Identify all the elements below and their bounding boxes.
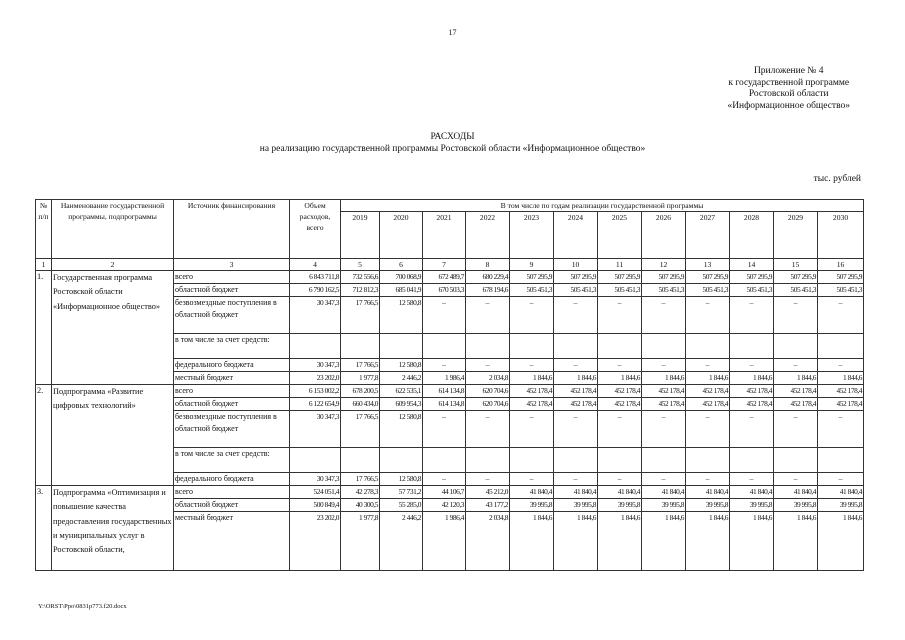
year-amount: 452 178,4 [730, 385, 774, 398]
header-column-number: 7 [423, 259, 466, 271]
year-amount: 507 295,9 [510, 271, 554, 284]
funding-source: областной бюджет [174, 284, 290, 297]
header-no: № п/п [36, 200, 52, 259]
year-amount: – [774, 411, 818, 448]
year-amount: 685 041,9 [380, 284, 423, 297]
header-year: 2027 [686, 212, 730, 259]
year-amount: – [598, 297, 642, 334]
year-amount: 12 580,8 [380, 411, 423, 448]
year-amount: 1 844,6 [774, 372, 818, 385]
year-amount: – [510, 473, 554, 486]
year-amount: – [774, 297, 818, 334]
year-amount: 505 451,3 [642, 284, 686, 297]
year-amount: 39 995,8 [730, 499, 774, 512]
funding-source: безвозмездные поступления в областной бюджет [174, 297, 290, 334]
year-amount: 452 178,4 [818, 398, 864, 411]
year-amount [774, 448, 818, 473]
year-amount [341, 448, 380, 473]
funding-source: всего [174, 486, 290, 499]
year-amount: 17 766,5 [341, 359, 380, 372]
year-amount: – [466, 411, 510, 448]
header-year: 2023 [510, 212, 554, 259]
year-amount: 452 178,4 [642, 398, 686, 411]
file-path-footer: Y:\ORST\Ppo\0831p773.f20.docx [38, 603, 127, 610]
header-column-number: 4 [290, 259, 341, 271]
funding-source: местный бюджет [174, 372, 290, 385]
year-amount: – [423, 473, 466, 486]
table-row [36, 271, 864, 284]
year-amount [510, 448, 554, 473]
total-amount: 30 347,3 [290, 297, 341, 334]
year-amount [818, 334, 864, 359]
year-amount: – [510, 411, 554, 448]
header-year: 2028 [730, 212, 774, 259]
header-year: 2021 [423, 212, 466, 259]
total-amount: 30 347,3 [290, 411, 341, 448]
year-amount: – [554, 359, 598, 372]
header-column-number: 12 [642, 259, 686, 271]
program-number: 2. [36, 385, 52, 486]
year-amount [730, 334, 774, 359]
year-amount: 620 704,6 [466, 398, 510, 411]
year-amount [818, 448, 864, 473]
year-amount: 507 295,9 [686, 271, 730, 284]
year-amount: 712 812,3 [341, 284, 380, 297]
year-amount: 505 451,3 [818, 284, 864, 297]
year-amount: – [466, 359, 510, 372]
year-amount: 1 844,6 [510, 512, 554, 571]
funding-source: местный бюджет [174, 512, 290, 571]
total-amount: 30 347,3 [290, 473, 341, 486]
year-amount: 507 295,9 [598, 271, 642, 284]
year-amount: 700 068,9 [380, 271, 423, 284]
year-amount [341, 334, 380, 359]
year-amount [598, 334, 642, 359]
year-amount: – [423, 359, 466, 372]
year-amount: 452 178,4 [510, 385, 554, 398]
document-title [0, 131, 905, 155]
units-label: тыс. рублей [813, 174, 861, 184]
year-amount: 1 844,6 [598, 372, 642, 385]
year-amount: 2 034,8 [466, 372, 510, 385]
program-name: Подпрограмма «Развитие цифровых технологий» [52, 385, 174, 486]
year-amount [423, 448, 466, 473]
funding-source: областной бюджет [174, 398, 290, 411]
year-amount: – [730, 297, 774, 334]
year-amount: 17 766,5 [341, 411, 380, 448]
total-amount: 6 122 654,9 [290, 398, 341, 411]
year-amount: 41 840,4 [730, 486, 774, 499]
header-column-number: 15 [774, 259, 818, 271]
expenditure-table [35, 199, 864, 571]
year-amount: 39 995,8 [818, 499, 864, 512]
year-amount [642, 334, 686, 359]
year-amount: 17 766,5 [341, 473, 380, 486]
appendix-line-4: «Информационное общество» [727, 100, 850, 111]
header-column-number: 3 [174, 259, 290, 271]
year-amount [730, 448, 774, 473]
year-amount: 507 295,9 [730, 271, 774, 284]
total-amount [290, 334, 341, 359]
year-amount: – [730, 411, 774, 448]
year-amount [686, 334, 730, 359]
funding-source: безвозмездные поступления в областной бюджет [174, 411, 290, 448]
year-amount: 678 194,6 [466, 284, 510, 297]
year-amount: 620 704,6 [466, 385, 510, 398]
total-amount: 23 202,0 [290, 372, 341, 385]
year-amount: 45 212,0 [466, 486, 510, 499]
year-amount: – [554, 473, 598, 486]
year-amount [423, 334, 466, 359]
year-amount: – [466, 473, 510, 486]
year-amount: – [598, 359, 642, 372]
year-amount: 1 986,4 [423, 372, 466, 385]
funding-source: всего [174, 271, 290, 284]
total-amount: 23 202,0 [290, 512, 341, 571]
header-column-number: 10 [554, 259, 598, 271]
funding-source: областной бюджет [174, 499, 290, 512]
year-amount: 2 034,8 [466, 512, 510, 571]
table-row [36, 486, 864, 499]
year-amount: 452 178,4 [774, 398, 818, 411]
year-amount: 1 844,6 [510, 372, 554, 385]
header-column-number: 9 [510, 259, 554, 271]
year-amount: 39 995,8 [598, 499, 642, 512]
year-amount: – [598, 411, 642, 448]
header-column-number: 5 [341, 259, 380, 271]
year-amount: 452 178,4 [818, 385, 864, 398]
year-amount: 44 106,7 [423, 486, 466, 499]
total-amount: 524 051,4 [290, 486, 341, 499]
program-number: 3. [36, 486, 52, 571]
appendix-note [727, 66, 850, 112]
header-year: 2026 [642, 212, 686, 259]
header-year: 2025 [598, 212, 642, 259]
total-amount: 30 347,3 [290, 359, 341, 372]
total-amount: 6 790 162,5 [290, 284, 341, 297]
funding-source: федерального бюджета [174, 359, 290, 372]
header-column-number: 11 [598, 259, 642, 271]
header-year: 2020 [380, 212, 423, 259]
year-amount [466, 334, 510, 359]
header-year: 2030 [818, 212, 864, 259]
year-amount [686, 448, 730, 473]
year-amount: 452 178,4 [730, 398, 774, 411]
year-amount: 12 580,8 [380, 359, 423, 372]
year-amount: 732 556,6 [341, 271, 380, 284]
year-amount: 505 451,3 [774, 284, 818, 297]
year-amount: – [686, 411, 730, 448]
year-amount: 1 844,6 [774, 512, 818, 571]
year-amount: 505 451,3 [510, 284, 554, 297]
year-amount: 614 134,8 [423, 385, 466, 398]
year-amount: 1 844,6 [686, 512, 730, 571]
year-amount: 41 840,4 [510, 486, 554, 499]
year-amount: – [423, 411, 466, 448]
year-amount: 452 178,4 [686, 385, 730, 398]
program-name: Государственная программа Ростовской области «Информационное общество» [52, 271, 174, 385]
header-volume: Объем расходов, всего [290, 200, 341, 259]
year-amount: 41 840,4 [774, 486, 818, 499]
year-amount: 17 766,5 [341, 297, 380, 334]
year-amount: 670 503,3 [423, 284, 466, 297]
year-amount: – [466, 297, 510, 334]
total-amount: 6 843 711,8 [290, 271, 341, 284]
header-column-number: 16 [818, 259, 864, 271]
year-amount: – [774, 473, 818, 486]
header-year: 2024 [554, 212, 598, 259]
year-amount: 2 446,2 [380, 512, 423, 571]
year-amount: – [642, 359, 686, 372]
year-amount: 12 580,8 [380, 297, 423, 334]
year-amount: 507 295,9 [818, 271, 864, 284]
header-column-number: 14 [730, 259, 774, 271]
year-amount [510, 334, 554, 359]
year-amount: 609 954,3 [380, 398, 423, 411]
year-amount: 41 840,4 [554, 486, 598, 499]
year-amount: 452 178,4 [774, 385, 818, 398]
page-number: 17 [448, 28, 457, 37]
year-amount: – [818, 359, 864, 372]
year-amount: 1 844,6 [554, 512, 598, 571]
year-amount: – [642, 411, 686, 448]
year-amount: – [642, 297, 686, 334]
year-amount: – [598, 473, 642, 486]
header-years-caption: В том числе по годам реализации государственной программы [341, 200, 864, 212]
year-amount: 42 120,3 [423, 499, 466, 512]
header-source: Источник финансирования [174, 200, 290, 259]
year-amount: – [642, 473, 686, 486]
header-year: 2022 [466, 212, 510, 259]
year-amount [774, 334, 818, 359]
year-amount: 39 995,8 [554, 499, 598, 512]
year-amount: – [510, 297, 554, 334]
header-column-number: 1 [36, 259, 52, 271]
year-amount [466, 448, 510, 473]
year-amount: – [730, 473, 774, 486]
year-amount: 40 300,5 [341, 499, 380, 512]
header-column-number: 6 [380, 259, 423, 271]
year-amount: – [686, 297, 730, 334]
year-amount: – [510, 359, 554, 372]
year-amount: 505 451,3 [686, 284, 730, 297]
year-amount: – [554, 297, 598, 334]
year-amount: 41 840,4 [686, 486, 730, 499]
year-amount: 1 977,8 [341, 372, 380, 385]
year-amount: – [818, 473, 864, 486]
funding-source: в том числе за счет средств: [174, 334, 290, 359]
year-amount: 660 434,0 [341, 398, 380, 411]
year-amount: 39 995,8 [774, 499, 818, 512]
year-amount: – [730, 359, 774, 372]
year-amount: 614 134,8 [423, 398, 466, 411]
funding-source: федерального бюджета [174, 473, 290, 486]
year-amount [642, 448, 686, 473]
year-amount: 43 177,2 [466, 499, 510, 512]
year-amount: 1 844,6 [730, 372, 774, 385]
header-name: Наименование государственной программы, подпрограммы [52, 200, 174, 259]
year-amount: 1 844,6 [642, 372, 686, 385]
program-name: Подпрограмма «Оптимизация и повышение качества предоставления государственных и муниципальных услуг в Ростовской области, [52, 486, 174, 571]
funding-source: всего [174, 385, 290, 398]
year-amount: 42 278,3 [341, 486, 380, 499]
year-amount [598, 448, 642, 473]
header-year: 2029 [774, 212, 818, 259]
year-amount: 55 285,0 [380, 499, 423, 512]
total-amount [290, 448, 341, 473]
year-amount [380, 448, 423, 473]
header-year: 2019 [341, 212, 380, 259]
year-amount [554, 448, 598, 473]
year-amount: – [554, 411, 598, 448]
year-amount: 1 844,6 [686, 372, 730, 385]
year-amount: 1 986,4 [423, 512, 466, 571]
header-column-number: 8 [466, 259, 510, 271]
year-amount: 672 489,7 [423, 271, 466, 284]
year-amount: – [686, 359, 730, 372]
year-amount: 452 178,4 [554, 398, 598, 411]
appendix-line-2: к государственной программе [728, 77, 850, 88]
year-amount: 1 844,6 [554, 372, 598, 385]
year-amount [380, 334, 423, 359]
appendix-line-3: Ростовской области [748, 89, 829, 99]
year-amount: 39 995,8 [510, 499, 554, 512]
header-column-number: 2 [52, 259, 174, 271]
year-amount: 12 580,8 [380, 473, 423, 486]
year-amount: 507 295,9 [774, 271, 818, 284]
year-amount: 39 995,8 [642, 499, 686, 512]
year-amount: 452 178,4 [642, 385, 686, 398]
year-amount: 452 178,4 [510, 398, 554, 411]
year-amount: 452 178,4 [598, 398, 642, 411]
header-column-number: 13 [686, 259, 730, 271]
year-amount: 680 229,4 [466, 271, 510, 284]
year-amount: 57 731,2 [380, 486, 423, 499]
year-amount: – [818, 297, 864, 334]
year-amount: 41 840,4 [818, 486, 864, 499]
year-amount: – [774, 359, 818, 372]
year-amount: – [686, 473, 730, 486]
total-amount: 500 849,4 [290, 499, 341, 512]
year-amount: 505 451,3 [554, 284, 598, 297]
program-number: 1. [36, 271, 52, 385]
year-amount: 41 840,4 [598, 486, 642, 499]
year-amount: 452 178,4 [686, 398, 730, 411]
year-amount: 1 844,6 [818, 512, 864, 571]
year-amount: 505 451,3 [598, 284, 642, 297]
year-amount: 2 446,2 [380, 372, 423, 385]
year-amount: 452 178,4 [554, 385, 598, 398]
year-amount: 678 200,5 [341, 385, 380, 398]
year-amount: 1 844,6 [598, 512, 642, 571]
appendix-line-1: Приложение № 4 [753, 66, 824, 76]
year-amount: 1 844,6 [642, 512, 686, 571]
year-amount: 452 178,4 [598, 385, 642, 398]
year-amount: 1 844,6 [818, 372, 864, 385]
year-amount [554, 334, 598, 359]
year-amount: 507 295,9 [554, 271, 598, 284]
year-amount: 505 451,3 [730, 284, 774, 297]
year-amount: 1 977,8 [341, 512, 380, 571]
year-amount: – [818, 411, 864, 448]
year-amount: 1 844,6 [730, 512, 774, 571]
year-amount: 622 535,1 [380, 385, 423, 398]
title-line-2: на реализацию государственной программы Ростовской области «Информационное общество» [259, 144, 646, 154]
table-row [36, 385, 864, 398]
funding-source: в том числе за счет средств: [174, 448, 290, 473]
year-amount: – [423, 297, 466, 334]
year-amount: 39 995,8 [686, 499, 730, 512]
total-amount: 6 153 002,2 [290, 385, 341, 398]
title-line-1: РАСХОДЫ [430, 132, 475, 142]
year-amount: 507 295,9 [642, 271, 686, 284]
year-amount: 41 840,4 [642, 486, 686, 499]
